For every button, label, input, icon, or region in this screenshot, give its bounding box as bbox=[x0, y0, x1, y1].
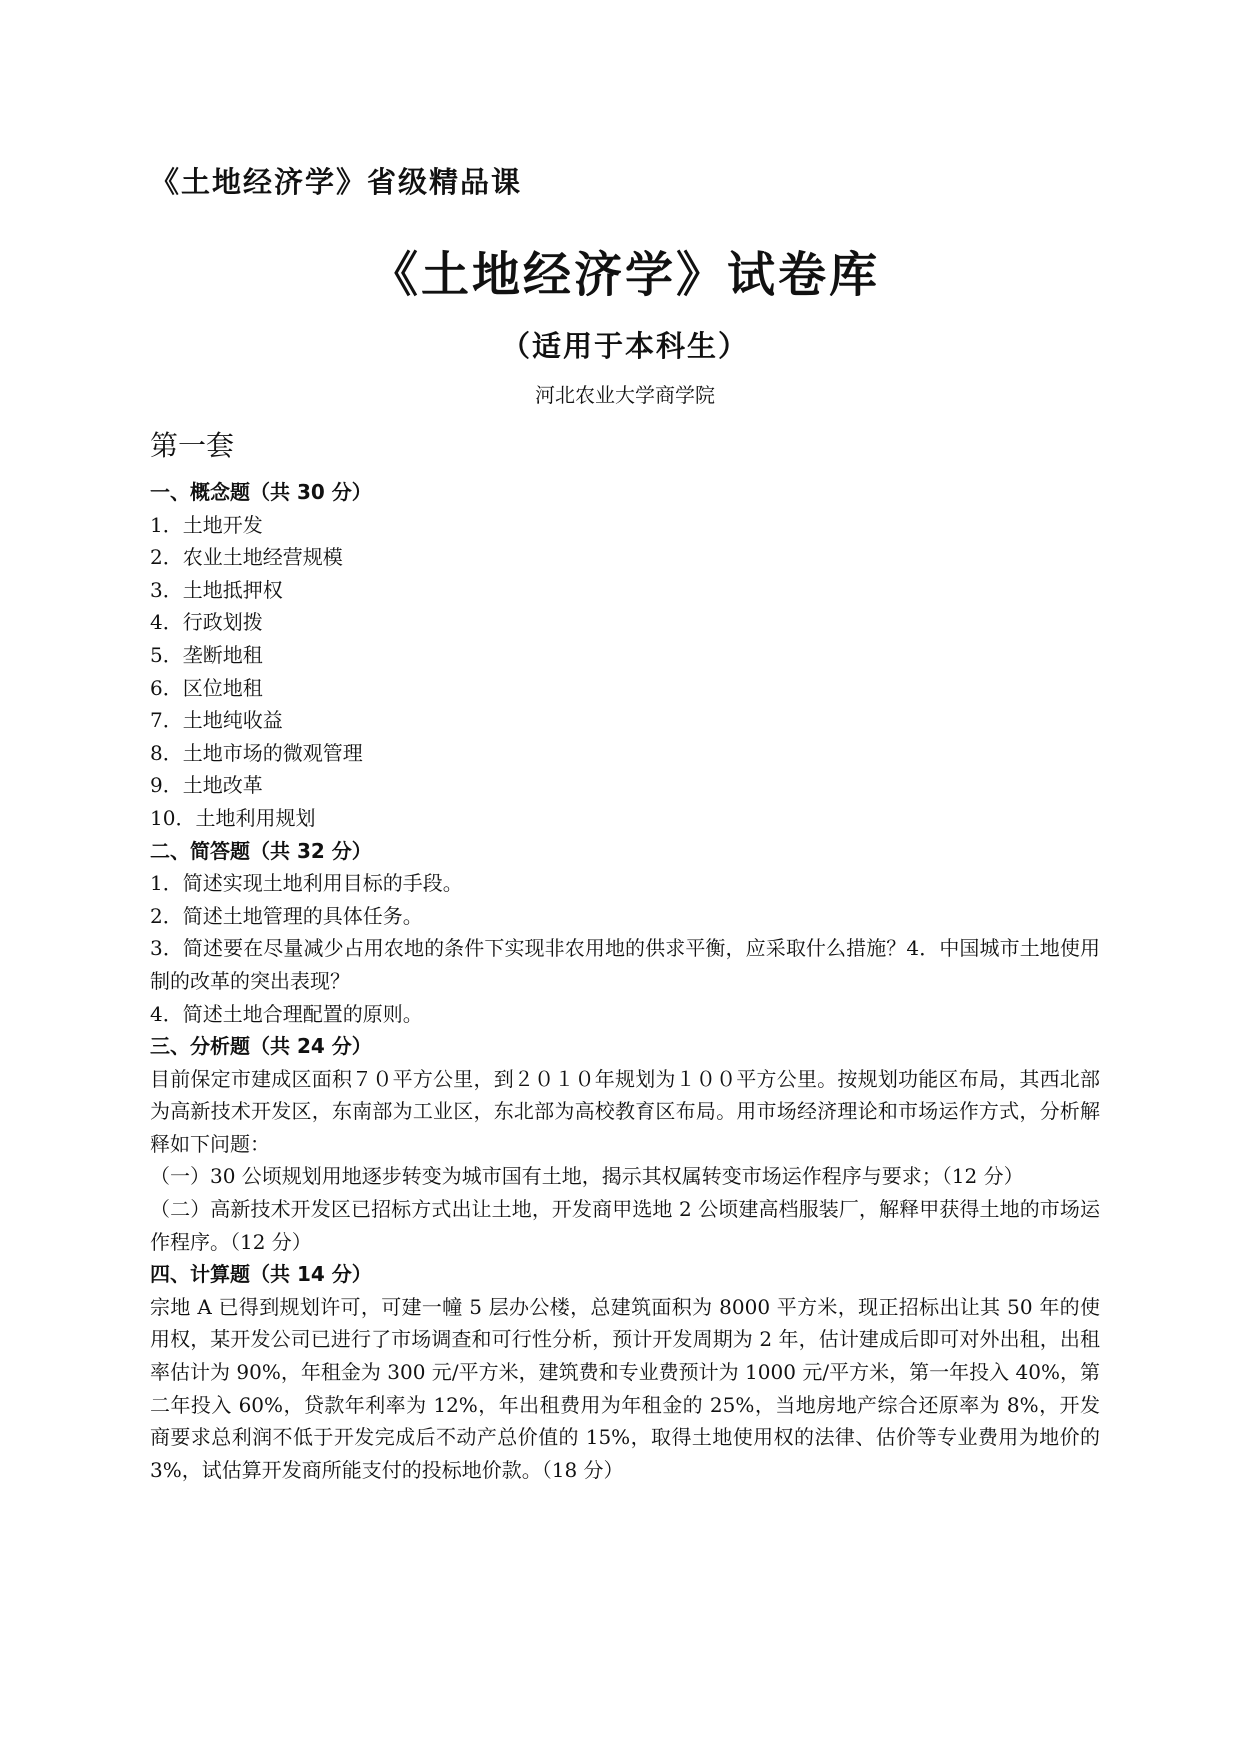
analysis-question-2: （二）高新技术开发区已招标方式出让土地，开发商甲选地 2 公顷建高档服装厂，解释甲获得土地的市场运作程序。（12 分） bbox=[150, 1197, 1100, 1254]
concept-item: 5．垄断地租 bbox=[150, 642, 263, 667]
page-subtitle: （适用于本科生） bbox=[500, 329, 749, 363]
concept-item: 7．土地纯收益 bbox=[150, 708, 283, 733]
set-title: 第一套 bbox=[150, 429, 235, 462]
concept-item: 8．土地市场的微观管理 bbox=[150, 740, 363, 765]
concept-item: 9．土地改革 bbox=[150, 773, 263, 798]
section-heading-concepts: 一、概念题（共 30 分） bbox=[150, 480, 372, 504]
concept-item: 4．行政划拨 bbox=[150, 610, 263, 635]
analysis-question-1: （一）30 公顷规划用地逐步转变为城市国有土地，揭示其权属转变市场运作程序与要求；（12 分） bbox=[150, 1164, 1024, 1189]
institution-name: 河北农业大学商学院 bbox=[535, 383, 715, 407]
concept-item: 6．区位地租 bbox=[150, 675, 263, 700]
short-answer-item: 4．简述土地合理配置的原则。 bbox=[150, 1001, 423, 1026]
section-heading-short-answer: 二、简答题（共 32 分） bbox=[150, 838, 372, 863]
exam-body bbox=[150, 476, 1100, 1486]
analysis-intro: 目前保定市建成区面积７０平方公里，到２０１０年规划为１００平方公里。按规划功能区布局，其西北部为高新技术开发区，东南部为工业区，东北部为高校教育区布局。用市场经济理论和市场运作方式，分析解释如下问题： bbox=[150, 1066, 1100, 1156]
section-heading-analysis: 三、分析题（共 24 分） bbox=[150, 1034, 372, 1059]
section-heading-calculation: 四、计算题（共 14 分） bbox=[150, 1262, 372, 1287]
short-answer-item: 1．简述实现土地利用目标的手段。 bbox=[150, 871, 463, 896]
concept-item: 1．土地开发 bbox=[150, 512, 263, 537]
course-label: 《土地经济学》省级精品课 bbox=[150, 165, 523, 199]
calculation-question: 宗地 A 已得到规划许可，可建一幢 5 层办公楼，总建筑面积为 8000 平方米，现正招标出让其 50 年的使用权，某开发公司已进行了市场调查和可行性分析，预计开发周期为 2 年，估计建成后即可对外出租，出租率估计为 90%，年租金为 300 元/平方米，建筑费和专业费预计为 1000 元/平方米，第一年投入 40%，第二年投入 60%，贷款年利率为 12%，年出租费用为年租金的 25%，当地房地产综合还原率为 8%，开发商要求总利润不低于开发完成后不动产总价值的 15%，取得土地使用权的法律、估价等专业费用为地价的 3%，试估算开发商所能支付的投标地价款。（18 分） bbox=[150, 1294, 1100, 1482]
concept-item: 3．土地抵押权 bbox=[150, 577, 283, 602]
short-answer-item: 2．简述土地管理的具体任务。 bbox=[150, 903, 423, 928]
concept-item: 10．土地利用规划 bbox=[150, 805, 316, 830]
concept-item: 2．农业土地经营规模 bbox=[150, 545, 343, 570]
page-title: 《土地经济学》试卷库 bbox=[369, 247, 880, 303]
short-answer-item: 3．简述要在尽量减少占用农地的条件下实现非农用地的供求平衡，应采取什么措施？4．中国城市土地使用制的改革的突出表现？ bbox=[150, 936, 1100, 993]
